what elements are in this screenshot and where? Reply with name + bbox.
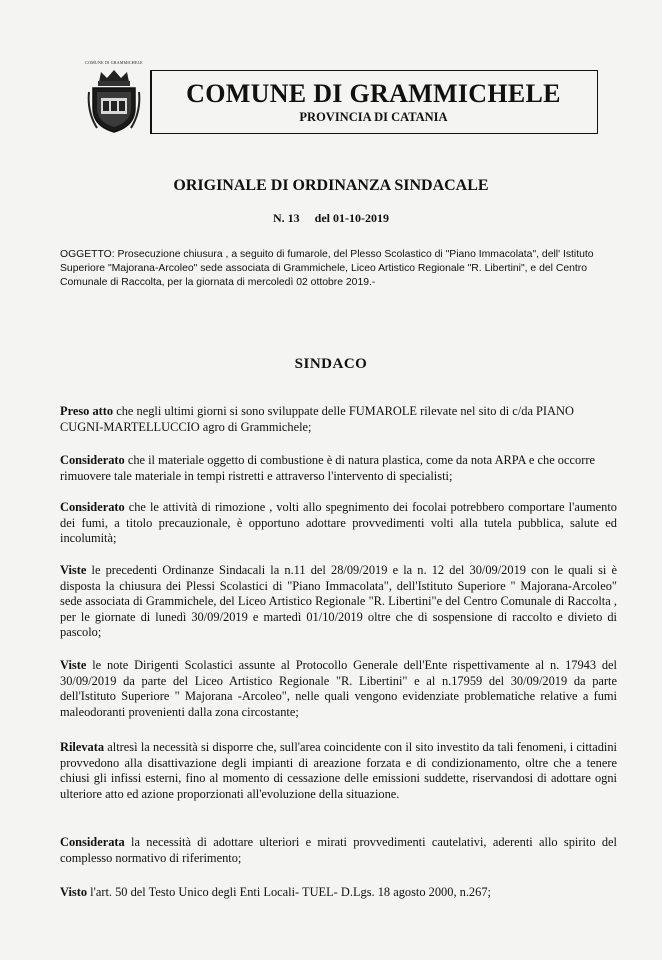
- document-title: ORIGINALE DI ORDINANZA SINDACALE: [173, 177, 489, 194]
- paragraph-considerato-2: [60, 500, 617, 547]
- paragraph-viste-ordinanze: [60, 563, 617, 641]
- document-number-line: [0, 211, 662, 226]
- paragraph-lead: Viste: [60, 563, 87, 577]
- paragraph-text: le note Dirigenti Scolastici assunte al Protocollo Generale dell'Ente rispettivamente al n. 17943 del 30/09/2019 da parte del Liceo Artistico Regionale "R. Libertini" e al n.17959 del 30/09/2019 da parte dell'Istituto Superiore " Majorana -Arcoleo", nelle quali vengono evidenziate problematiche relative a fumi maleodoranti provenienti dalla zona circostante;: [60, 658, 617, 719]
- paragraph-text: che le attività di rimozione , volti allo spegnimento dei focolai potrebbero comportare l'aumento dei fumi, a titolo precauzionale, è opportuno adottare provvedimenti volti alla tutela pubblica, salute ed incolumità;: [60, 500, 617, 546]
- crest-label: COMUNE DI GRAMMICHELE: [85, 60, 143, 65]
- paragraph-lead: Considerato: [60, 453, 125, 467]
- paragraph-considerato-1: [60, 453, 617, 484]
- paragraph-considerata: [60, 835, 617, 866]
- paragraph-text: che negli ultimi giorni si sono sviluppate delle FUMAROLE rilevate nel sito di c/da PIANO CUGNI-MARTELLUCCIO agro di Grammichele;: [60, 404, 574, 434]
- coat-of-arms-icon: [87, 68, 141, 134]
- header-box: [150, 70, 598, 134]
- paragraph-lead: Rilevata: [60, 740, 105, 754]
- paragraph-rilevata: [60, 740, 617, 802]
- paragraph-text: altresì la necessità si disporre che, sull'area coincidente con il sito investito da tali fenomeni, i cittadini provvedono alla disattivazione degli impianti di areazione forzata e di condizionamento, oltre che a tenere chiusi gli infissi esterni, fino al momento di cessazione delle emissioni suddette, riservandosi di adottare ogni ulteriore atto ed azione proporzionati all'evoluzione della situazione.: [60, 740, 617, 801]
- comune-title: COMUNE DI GRAMMICHELE: [186, 79, 561, 108]
- paragraph-text: che il materiale oggetto di combustione è di natura plastica, come da nota ARPA e che occorre rimuovere tale materiale in tempi ristretti e attraverso l'intervento di specialisti;: [60, 453, 595, 483]
- oggetto-subject: OGGETTO: Prosecuzione chiusura , a seguito di fumarole, del Plesso Scolastico di "Piano Immacolata", dell' Istituto Superiore "Majorana-Arcoleo" sede associata di Grammichele, Liceo Artistico Regionale "R. Libertini", e del Centro Comunale di Raccolta, per la giornata di mercoledì 02 ottobre 2019.-: [60, 249, 594, 288]
- paragraph-text: le precedenti Ordinanze Sindacali la n.11 del 28/09/2019 e la n. 12 del 30/09/2019 con le quali si è disposta la chiusura dei Plessi Scolastici di "Piano Immacolata", dell'Istituto Superiore " Majorana-Arcoleo" sede associata di Grammichele, del Liceo Artistico Regionale "R. Libertini"e del Centro Comunale di Raccolta , per le giornate di lunedì 30/09/2019 e martedì 01/10/2019 oltre che di sospensione di raccolto e divieto di pascolo;: [60, 563, 617, 640]
- paragraph-text: l'art. 50 del Testo Unico degli Enti Locali- TUEL- D.Lgs. 18 agosto 2000, n.267;: [87, 885, 491, 899]
- paragraph-viste-note: [60, 658, 617, 720]
- paragraph-lead: Preso atto: [60, 404, 114, 418]
- document-number: N. 13: [273, 211, 300, 225]
- paragraph-visto: [60, 885, 617, 901]
- paragraph-lead: Considerato: [60, 500, 125, 514]
- paragraph-lead: Visto: [60, 885, 88, 899]
- document-date: del 01-10-2019: [314, 211, 389, 225]
- section-heading: SINDACO: [294, 356, 368, 372]
- paragraph-preso-atto: [60, 404, 617, 435]
- coat-of-arms: [74, 60, 154, 134]
- provincia-subtitle: PROVINCIA DI CATANIA: [299, 110, 448, 124]
- paragraph-lead: Viste: [60, 658, 87, 672]
- paragraph-text: la necessità di adottare ulteriori e mirati provvedimenti cautelativi, aderenti allo spirito del complesso normativo di riferimento;: [60, 835, 617, 865]
- paragraph-lead: Considerata: [60, 835, 125, 849]
